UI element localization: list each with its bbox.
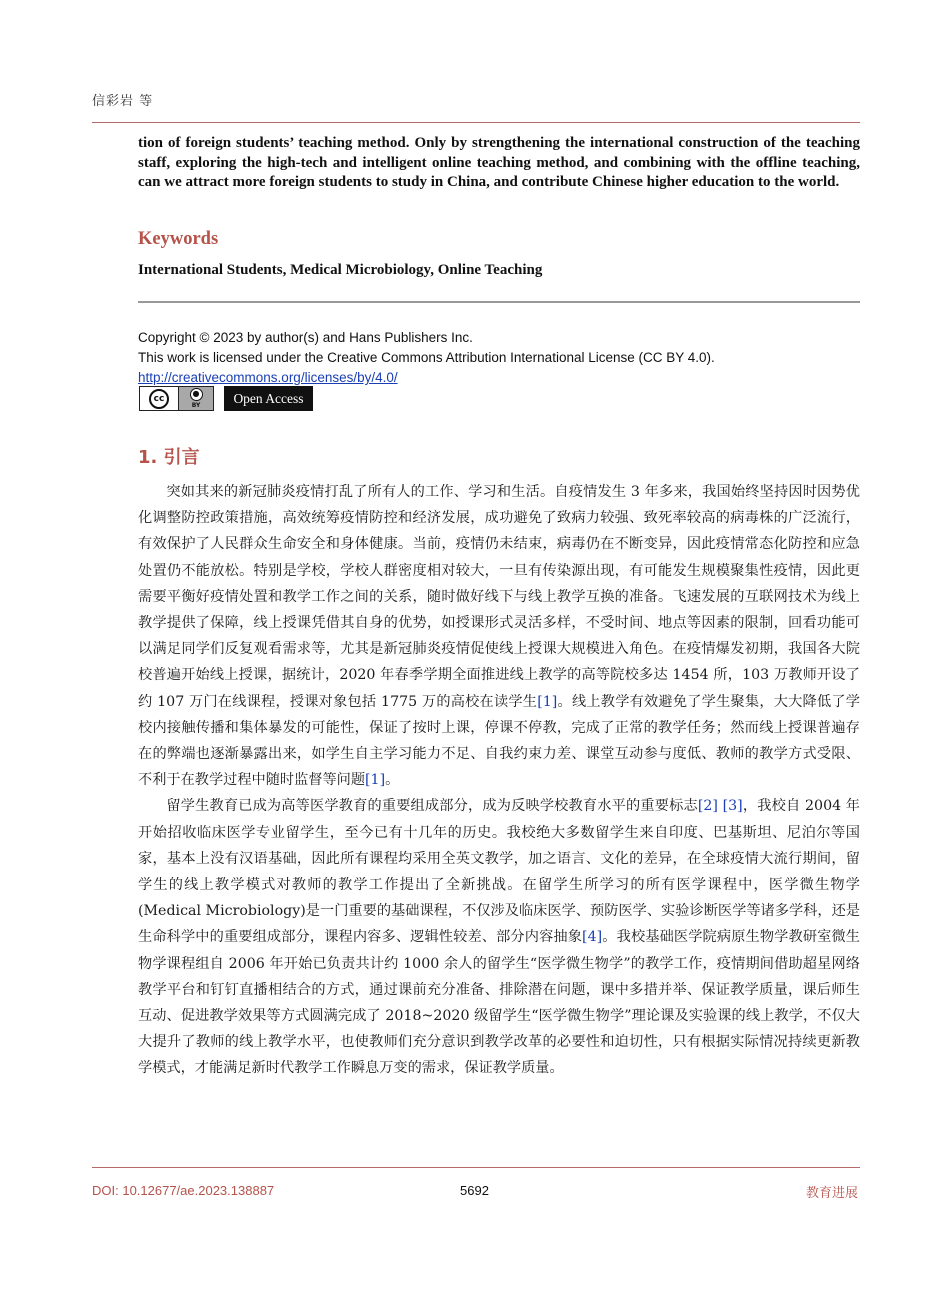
running-head: 信彩岩 等 [92,94,154,109]
section-title: 1. 引言 [138,447,200,468]
paragraph-text: 留学生教育已成为高等医学教育的重要组成部分，成为反映学校教育水平的重要标志 [166,798,698,815]
keywords-list: International Students, Medical Microbiology, Online Teaching [138,262,543,278]
citation-link[interactable]: [1] [365,772,386,789]
journal-name: 教育进展 [805,1186,858,1201]
paragraph [138,793,860,1081]
citation-link[interactable]: [2] [3] [697,798,743,815]
body-text [138,479,860,1082]
citation-link[interactable]: [4] [582,929,603,946]
cc-logo [140,387,179,410]
footer-doi: DOI: 10.12677/ae.2023.138887 [92,1183,275,1198]
footer-divider [92,1167,860,1168]
open-access-badge: Open Access [224,386,313,411]
paragraph-text: 。线上教学有效避免了学生聚集，大大降低了学校内接触传播和集体暴发的可能性，保证了按时上课，停课不停教，完成了正常的教学任务；然而线上授课普遍存在的弊端也逐渐暴露出来，如学生自主学习能力不足、自我约束力差、课堂互动参与度低、教师的教学方式受限、不利于在教学过程中随时监督等问题 [138,693,860,789]
paragraph [138,479,860,793]
paragraph-text: 。我校基础医学院病原生物学教研室微生物学课程组自 2006 年开始已负责共计约 1000 余人的留学生“医学微生物学”的教学工作，疫情期间借助超星网络教学平台和钉钉直播相结合的方式，通过课前充分准备、排除潜在问题，课中多措并举、保证教学质量，课后师生互动、促进教学效果等方式圆满完成了 2018~2020 级留学生“医学微生物学”理论课及实验课的线上教学，不仅大大提升了教师的线上教学水平，也使教师们充分意识到教学改革的必要性和迫切性，只有根据实际情况持续更新教学模式，才能满足新时代教学工作瞬息万变的需求，保证教学质量。 [138,929,860,1077]
header-divider [92,122,860,123]
page-number: 5692 [460,1183,489,1198]
license-statement: This work is licensed under the Creative Commons Attribution International License (CC BY 4.0). [138,350,715,365]
keywords-heading: Keywords [138,229,219,249]
citation-link[interactable]: [1] [537,693,558,710]
person-icon: ● [190,388,203,401]
copyright-line: Copyright © 2023 by author(s) and Hans Publishers Inc. [138,330,473,345]
license-block [138,328,715,388]
by-label: BY [191,402,201,409]
license-link[interactable]: http://creativecommons.org/licenses/by/4.0/ [138,370,398,385]
abstract-continuation: tion of foreign students’ teaching method. Only by strengthening the international construction of the teaching staff, exploring the high-tech and intelligent online teaching method, and combining with the offline teaching, can we attract more foreign students to study in China, and contribute Chinese higher education to the world. [138,135,860,190]
paragraph-text: ，我校自 2004 年开始招收临床医学专业留学生，至今已有十几年的历史。我校绝大多数留学生来自印度、巴基斯坦、尼泊尔等国家，基本上没有汉语基础，因此所有课程均采用全英文教学，加之语言、文化的差异，在全球疫情大流行期间，留学生的线上教学模式对教师的教学工作提出了全新挑战。在留学生所学习的所有医学课程中，医学微生物学(Medical Microbiology)是一门重要的基础课程，不仅涉及临床医学、预防医学、实验诊断医学等诸多学科，还是生命科学中的重要组成部分，课程内容多、逻辑性较差、部分内容抽象 [138,798,860,946]
cc-icon: cc [149,389,169,409]
paragraph-text: 突如其来的新冠肺炎疫情打乱了所有人的工作、学习和生活。自疫情发生 3 年多来，我国始终坚持因时因势优化调整防控政策措施，高效统筹疫情防控和经济发展，成功避免了致病力较强、致死率较高的病毒株的广泛流行，有效保护了人民群众生命安全和身体健康。当前，疫情仍未结束，病毒仍在不断变异，因此疫情常态化防控和应急处置仍不能放松。特别是学校，学校人群密度相对较大，一旦有传染源出现，有可能发生规模聚集性疫情，因此更需要平衡好疫情处置和教学工作之间的关系，随时做好线下与线上教学互换的准备。飞速发展的互联网技术为线上教学提供了保障，线上授课凭借其自身的优势，如授课形式灵活多样，不受时间、地点等因素的限制，回看功能可以满足同学们反复观看需求等，尤其是新冠肺炎疫情促使线上授课大规模进入角色。在疫情爆发初期，我国各大院校普遍开始线上授课，据统计，2020 年春季学期全面推进线上教学的高等院校多达 1454 所，103 万教师开设了约 107 万门在线课程，授课对象包括 1775 万的高校在读学生 [138,484,860,710]
cc-by-badge[interactable] [139,386,214,411]
keywords-divider [138,301,860,303]
paragraph-text: 。 [385,772,400,789]
by-attribution [179,387,213,410]
